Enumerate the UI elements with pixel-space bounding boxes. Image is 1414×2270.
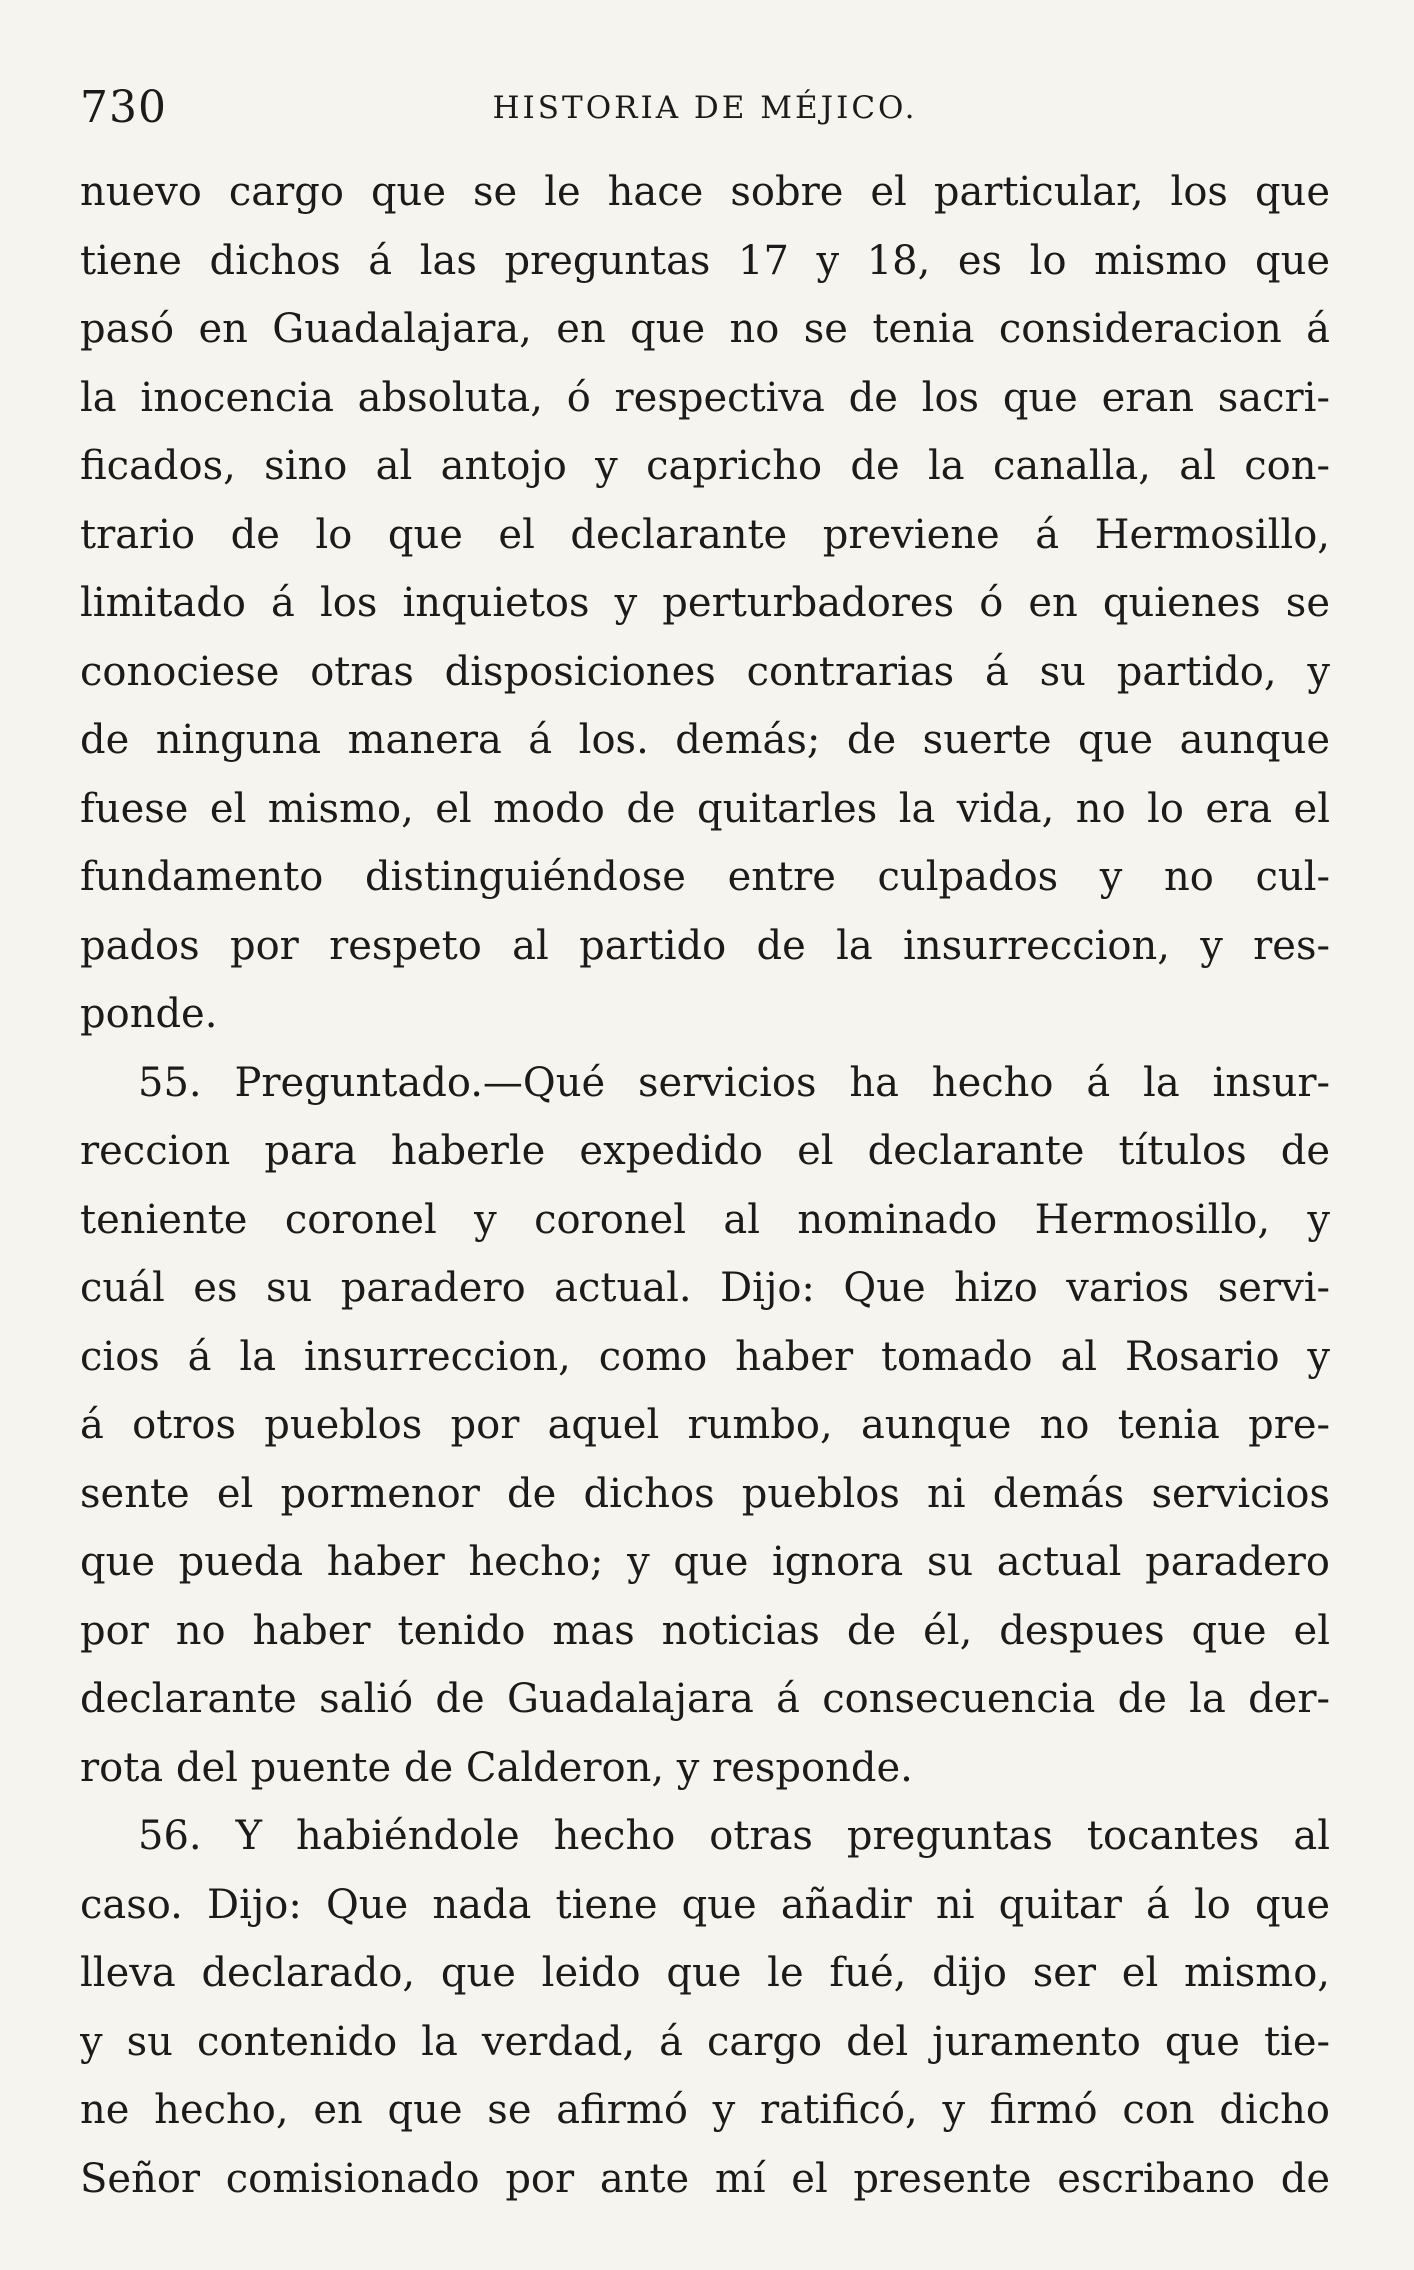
text-line: de ninguna manera á los. demás; de suerte que aunque xyxy=(80,717,1330,763)
text-line: cios á la insurreccion, como haber tomado al Rosario y xyxy=(80,1333,1330,1380)
text-line: caso. Dijo: Que nada tiene que añadir ni quitar á lo que xyxy=(80,1881,1330,1928)
text-line: lleva declarado, que leido que le fué, dijo ser el mismo, xyxy=(80,1950,1330,1996)
body-text xyxy=(80,158,1330,2213)
text-line: la inocencia absoluta, ó respectiva de los que eran sacri- xyxy=(80,374,1330,421)
paragraph-start-line: 56. Y habiéndole hecho otras preguntas tocantes al xyxy=(138,1813,1330,1859)
text-line: Señor comisionado por ante mí el presente escribano de xyxy=(80,2155,1330,2202)
text-line: ne hecho, en que se afirmó y ratificó, y firmó con dicho xyxy=(80,2087,1330,2133)
text-line: ponde. xyxy=(80,991,218,1037)
text-line: sente el pormenor de dichos pueblos ni demás servicios xyxy=(80,1470,1330,1517)
text-line: reccion para haberle expedido el declarante títulos de xyxy=(80,1128,1330,1174)
text-line: cuál es su paradero actual. Dijo: Que hizo varios servi- xyxy=(80,1265,1330,1311)
text-line: fundamento distinguiéndose entre culpados y no cul- xyxy=(80,854,1330,900)
text-line: pasó en Guadalajara, en que no se tenia consideracion á xyxy=(80,306,1330,352)
text-line: que pueda haber hecho; y que ignora su actual paradero xyxy=(80,1539,1330,1585)
running-title: HISTORIA DE MÉJICO. xyxy=(492,90,918,126)
text-line: rota del puente de Calderon, y responde. xyxy=(80,1744,913,1791)
text-line: declarante salió de Guadalajara á consecuencia de la der- xyxy=(80,1676,1330,1722)
text-line: teniente coronel y coronel al nominado Hermosillo, y xyxy=(80,1196,1330,1243)
text-line: y su contenido la verdad, á cargo del juramento que tie- xyxy=(80,2018,1330,2065)
text-line: pados por respeto al partido de la insurreccion, y res- xyxy=(80,922,1330,969)
text-line: por no haber tenido mas noticias de él, despues que el xyxy=(80,1607,1330,1654)
page-header xyxy=(80,82,1330,142)
text-line: fuese el mismo, el modo de quitarles la vida, no lo era el xyxy=(80,785,1330,832)
text-line: trario de lo que el declarante previene á Hermosillo, xyxy=(80,511,1330,558)
text-line: nuevo cargo que se le hace sobre el particular, los que xyxy=(80,169,1330,215)
text-line: tiene dichos á las preguntas 17 y 18, es lo mismo que xyxy=(80,237,1330,284)
text-line: conociese otras disposiciones contrarias á su partido, y xyxy=(80,648,1330,695)
text-line: á otros pueblos por aquel rumbo, aunque no tenia pre- xyxy=(80,1402,1330,1448)
text-line: limitado á los inquietos y perturbadores ó en quienes se xyxy=(80,580,1330,626)
paragraph-start-line: 55. Preguntado.—Qué servicios ha hecho á la insur- xyxy=(138,1059,1330,1106)
page-number: 730 xyxy=(80,82,167,133)
text-line: ficados, sino al antojo y capricho de la canalla, al con- xyxy=(80,443,1330,489)
